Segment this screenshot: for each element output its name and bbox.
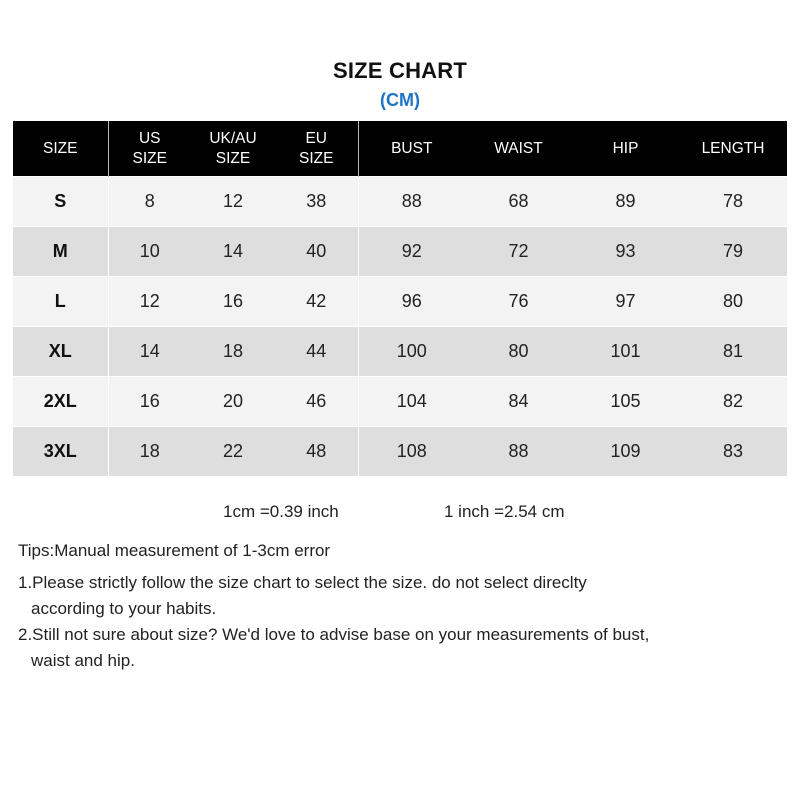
notes-section <box>18 538 788 674</box>
size-cell: 2XL <box>13 377 108 427</box>
note-line-continued: waist and hip. <box>31 651 135 670</box>
bust-cell: 100 <box>358 327 465 377</box>
table-row <box>13 277 787 327</box>
header-size: SIZE <box>13 121 108 177</box>
waist-cell: 76 <box>465 277 572 327</box>
hip-cell: 97 <box>572 277 679 327</box>
hip-cell: 89 <box>572 177 679 227</box>
waist-cell: 84 <box>465 377 572 427</box>
header-eu-size: EU SIZE <box>275 121 358 177</box>
header-waist: WAIST <box>465 121 572 177</box>
bust-cell: 104 <box>358 377 465 427</box>
us-size-cell: 8 <box>108 177 191 227</box>
table-row <box>13 227 787 277</box>
length-cell: 79 <box>679 227 787 277</box>
length-cell: 81 <box>679 327 787 377</box>
uk-au-size-cell: 16 <box>191 277 275 327</box>
length-cell: 82 <box>679 377 787 427</box>
waist-cell: 72 <box>465 227 572 277</box>
bust-cell: 108 <box>358 427 465 477</box>
uk-au-size-cell: 22 <box>191 427 275 477</box>
page-title: SIZE CHART <box>333 58 467 83</box>
us-size-cell: 10 <box>108 227 191 277</box>
size-cell: XL <box>13 327 108 377</box>
us-size-cell: 14 <box>108 327 191 377</box>
uk-au-size-cell: 12 <box>191 177 275 227</box>
length-cell: 80 <box>679 277 787 327</box>
length-cell: 78 <box>679 177 787 227</box>
table-row <box>13 377 787 427</box>
us-size-cell: 12 <box>108 277 191 327</box>
size-cell: M <box>13 227 108 277</box>
hip-cell: 109 <box>572 427 679 477</box>
table-row <box>13 427 787 477</box>
header-length: LENGTH <box>679 121 787 177</box>
cm-to-inch-conversion: 1cm =0.39 inch <box>223 502 339 521</box>
uk-au-size-cell: 14 <box>191 227 275 277</box>
hip-cell: 101 <box>572 327 679 377</box>
size-cell: 3XL <box>13 427 108 477</box>
eu-size-cell: 38 <box>275 177 358 227</box>
uk-au-size-cell: 18 <box>191 327 275 377</box>
header-us-size: US SIZE <box>108 121 191 177</box>
hip-cell: 105 <box>572 377 679 427</box>
table-header-row <box>13 121 787 177</box>
table-row <box>13 177 787 227</box>
header-bust: BUST <box>358 121 465 177</box>
waist-cell: 80 <box>465 327 572 377</box>
note-item <box>18 622 788 674</box>
bust-cell: 96 <box>358 277 465 327</box>
us-size-cell: 16 <box>108 377 191 427</box>
size-cell: S <box>13 177 108 227</box>
waist-cell: 88 <box>465 427 572 477</box>
waist-cell: 68 <box>465 177 572 227</box>
table-row <box>13 327 787 377</box>
eu-size-cell: 44 <box>275 327 358 377</box>
unit-subtitle: (CM) <box>380 90 420 110</box>
inch-to-cm-conversion: 1 inch =2.54 cm <box>444 502 565 521</box>
note-line-continued: according to your habits. <box>31 599 217 618</box>
eu-size-cell: 40 <box>275 227 358 277</box>
us-size-cell: 18 <box>108 427 191 477</box>
note-line: 2.Still not sure about size? We'd love to advise base on your measurements of bust, <box>18 625 650 644</box>
tips-text: Tips:Manual measurement of 1-3cm error <box>18 541 331 560</box>
bust-cell: 92 <box>358 227 465 277</box>
eu-size-cell: 42 <box>275 277 358 327</box>
note-item <box>18 570 788 622</box>
size-cell: L <box>13 277 108 327</box>
uk-au-size-cell: 20 <box>191 377 275 427</box>
length-cell: 83 <box>679 427 787 477</box>
size-chart-table <box>13 121 787 476</box>
eu-size-cell: 48 <box>275 427 358 477</box>
header-hip: HIP <box>572 121 679 177</box>
note-line: 1.Please strictly follow the size chart to select the size. do not select direclty <box>18 573 587 592</box>
header-uk-au-size: UK/AU SIZE <box>191 121 275 177</box>
bust-cell: 88 <box>358 177 465 227</box>
eu-size-cell: 46 <box>275 377 358 427</box>
hip-cell: 93 <box>572 227 679 277</box>
